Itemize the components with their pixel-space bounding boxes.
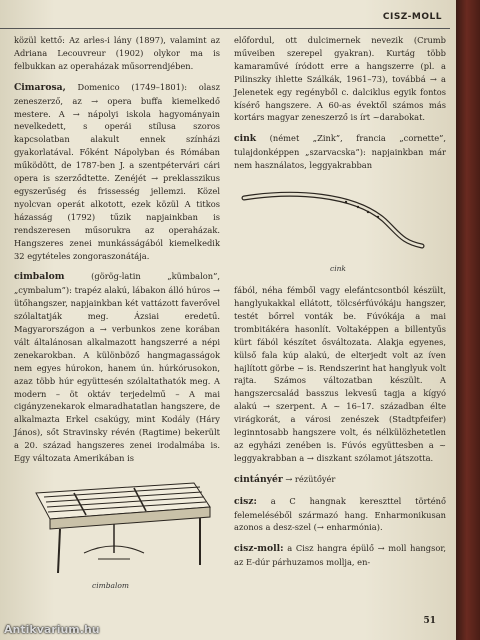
entry-cisz-moll xyxy=(234,542,446,569)
entry-body: → rézütőyér xyxy=(285,473,336,484)
figure-caption: cimbalom xyxy=(92,581,130,591)
entry-body: (görög-latin „kümbalon”, „cymbalum”): trapéz alakú, lábakon álló húros → ütőhangszer, napjainkban két vattázott faverővel szólaltatják meg. Ázsiai eredetű. Magyarországon a → verbunkos zene korában vált általánosan alkalmazott hangszerré a népi zenekarokban. A különböző hangmagasságok nem egyes húrokon, hanem ún. húrkórusokon, azaz több húr együttesén szólaltathatók meg. A modern – öt oktáv terjedelmű – A mai cigányzenekarok elmaradhatatlan hangszere, de alkalmazta Erkel csakúgy, mint Kodály (Háry János), sőt Stravinsky révén (Ragtime) bekerült a 20. század hangszeres zenei irodalmába is. Egy változata Amerikában is xyxy=(14,271,220,464)
cimbalom-drawing xyxy=(14,473,220,585)
entry-cimarosa xyxy=(14,81,220,263)
right-column xyxy=(234,34,446,577)
entry-body: Domenico (1749–1801): olasz zeneszerző, az → opera buffa kiemelkedő mestere. A → nápolyi iskola hagyományain nevelkedett, s operái stílusa szoros kapcsolatban alakult ennek színházi gyakorlatával. Főként Nápolyban és Rómában működött, de 1787-ben J. a szentpétervári cári opera is szerződtette. Zenéjét → preklasszikus egyszerűség és frissesség jellemzi. Közel nyolcvan operát alkotott, ezek közül A titkos házasság (1792) tűzik napjainkban is rendszeresen műsorukra az operaházak. Hangszeres zenei munkásságából kiemelkedik 32 egytételes zongoraszonátája. xyxy=(14,81,220,261)
entry-cintanyer xyxy=(234,473,446,487)
entry-headword: cintányér xyxy=(234,473,283,485)
book-spine xyxy=(456,0,480,640)
continuation-paragraph xyxy=(234,34,446,124)
intro-text: közül kettő: Az arles-i lány (1897), valamint az Adriana Lecouvreur (1902) olykor ma is felbukkan az operaházak műsorrendjében. xyxy=(14,35,220,71)
entry-body: a Cisz hangra épülő → moll hangsor, az E-dúr párhuzamos mollja, en- xyxy=(234,543,447,568)
entry-headword: cisz: xyxy=(234,495,257,507)
entry-cimbalom xyxy=(14,270,220,465)
watermark-logo: Antikvarium.hu xyxy=(4,623,100,636)
entry-headword: cisz-moll: xyxy=(234,543,284,555)
entry-headword: Cimarosa, xyxy=(14,81,66,93)
figure-caption: cink xyxy=(330,264,346,274)
entry-body: (német „Zink”, francia „cornette”, tulajdonképpen „szarvacska”): napjainkban már nem használatos, leggyakrabban xyxy=(234,133,446,171)
entry-headword: cink xyxy=(234,133,257,145)
cink-drawing xyxy=(234,180,446,266)
page-number: 51 xyxy=(423,616,436,626)
entry-cisz xyxy=(234,495,446,535)
entry-body: a C hangnak kereszttel történő felemeléséből származó hang. Enharmonikusan azonos a desz-szel (→ enharmónia). xyxy=(234,495,446,533)
continuation-text: előfordul, ott dulcimernek nevezik (Crumb műveiben szerepel gyakran). Kurtág több kamaraművé íródott erre a hangszerre (pl. a Pilinszky ihlette Szálkák, 1961–73), továbbá → a Jelenetek egy regényből c. dalciklus egyik fontos kísérő hangszere. A 60-as évektől számos más kortárs magyar zeneszerző is írt ~darabokat. xyxy=(234,35,446,123)
header-rule xyxy=(0,28,450,29)
left-column xyxy=(14,34,220,593)
cink-continuation xyxy=(234,284,446,465)
intro-paragraph xyxy=(14,34,220,73)
cimbalom-illustration xyxy=(14,473,220,593)
entry-cink xyxy=(234,132,446,172)
running-head: CISZ-MOLL xyxy=(382,12,442,22)
cink-continuation-text: fából, néha fémből vagy elefántcsontból készült, hanglyukakkal ellátott, tölcsérfúvókáju hangszer, testét bőrrel vonták be. Fúvókája a mai trombitákéra hasonlít. Voltaképpen a billentyűs kürt fából készítet ősváltozata. Alakja egyenes, külső fala kúp alakú, de elterjedt volt az íven hajlított görbe ~ is. Rendszerint hat hanglyuk volt rajta. Számos változatban készült. A hangszercsalád basszus lekvesű tagja a kígyó alakú → szerpent. A ~ 16–17. században élte virágkorát, a városi zenészek (Stadtpfeifer) leginntosabb hangszere volt, és nélkülözhetetlen az egyházi zenében is. Fúvós együttesben a ~ leggyakrabban a → diszkant szólamot játszotta. xyxy=(234,285,446,463)
entry-headword: cimbalom xyxy=(14,271,65,283)
cink-illustration xyxy=(234,180,446,276)
